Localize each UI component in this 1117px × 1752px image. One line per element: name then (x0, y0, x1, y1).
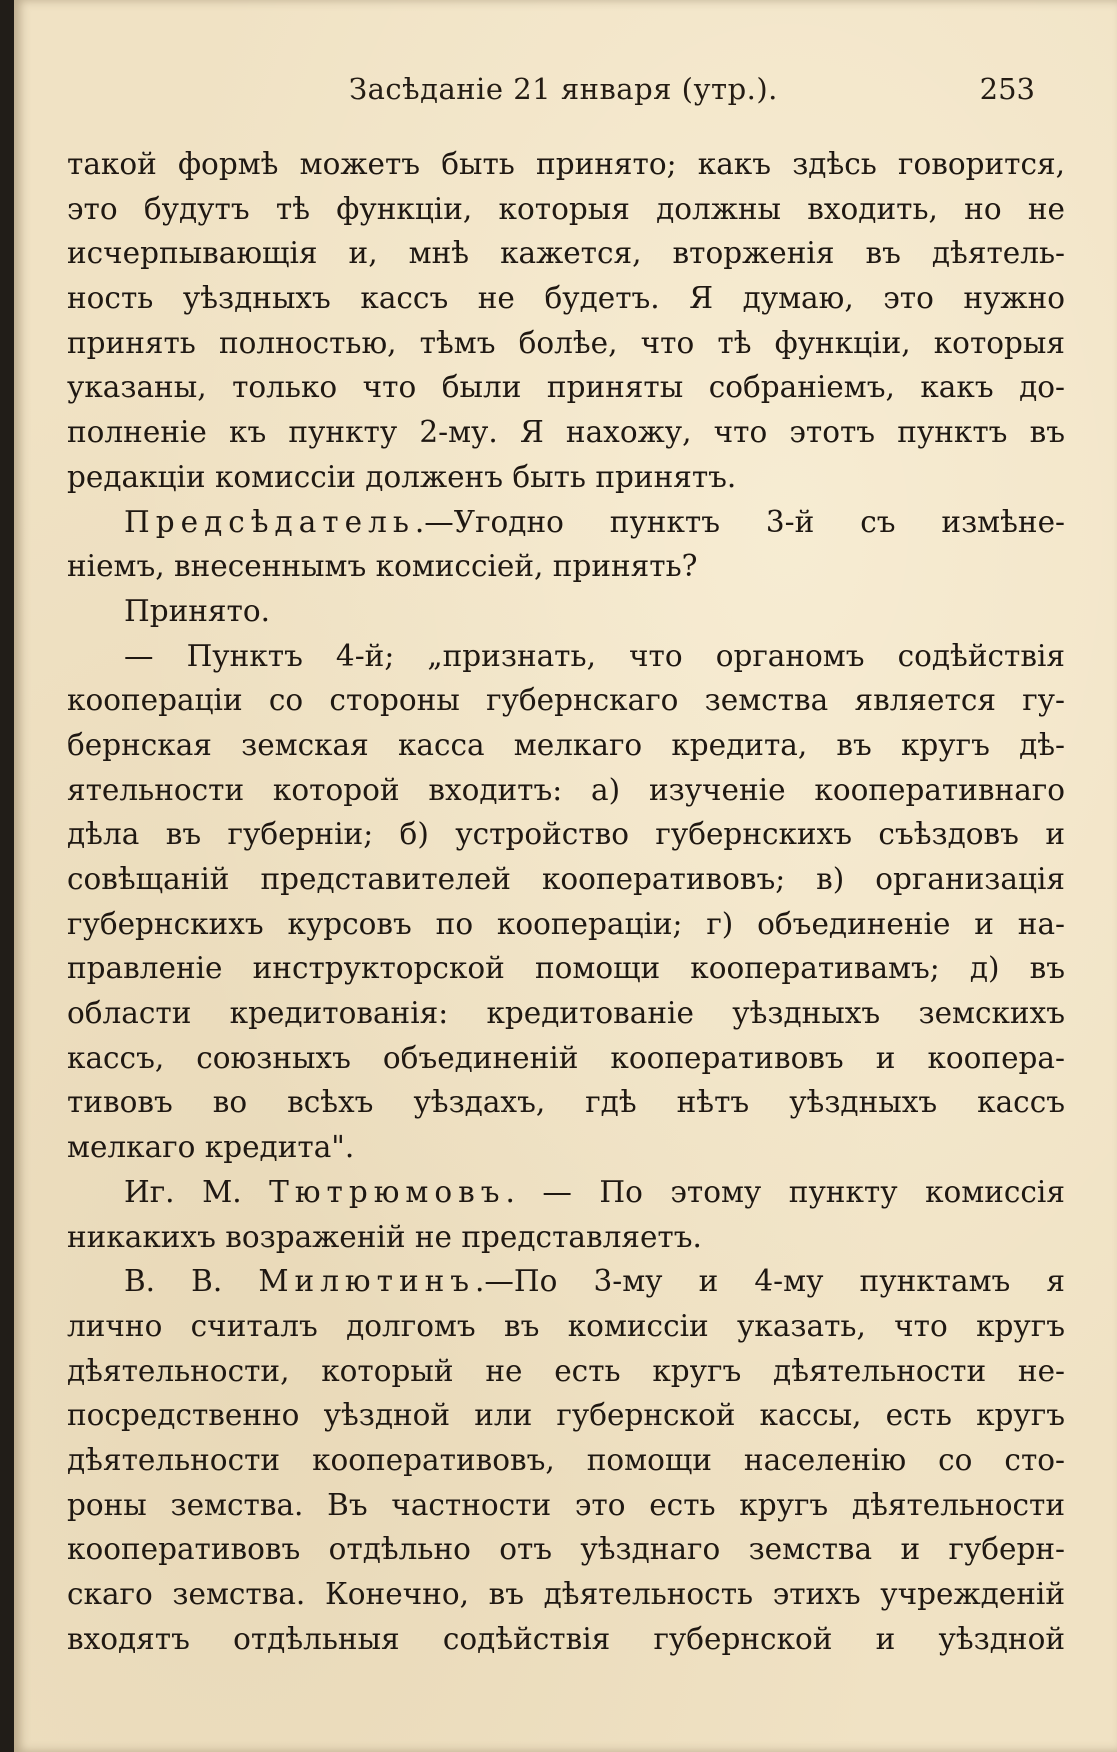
text-line (67, 991, 1065, 1036)
line-text: ятельности которой входитъ: а) изученіе кооперативнаго (67, 772, 1065, 807)
line-text: губернскихъ курсовъ по коопераціи; г) объединеніе и на- (67, 906, 1065, 941)
text-line (67, 812, 1065, 857)
line-text: бернская земская касса мелкаго кредита, въ кругъ дѣ- (67, 727, 1065, 762)
text-line (67, 187, 1065, 232)
text-line (67, 1527, 1065, 1572)
text-line (67, 276, 1065, 321)
text-line (67, 1572, 1065, 1617)
text-line (67, 1036, 1065, 1081)
text-line (67, 500, 1065, 545)
text-line (67, 946, 1065, 991)
text-line (67, 1438, 1065, 1483)
speaker-name: Тютрюмовъ (269, 1174, 506, 1209)
line-text: ніемъ, внесеннымъ комиссіей, принять? (67, 549, 698, 584)
line-text: посредственно уѣздной или губернской кассы, есть кругъ (67, 1398, 1065, 1433)
page-number: 253 (979, 72, 1035, 106)
line-text: .—По 3-му и 4-му пунктамъ я (475, 1264, 1065, 1299)
text-line (67, 857, 1065, 902)
line-text: лично считалъ долгомъ въ комиссіи указать, что кругъ (67, 1308, 1065, 1343)
line-text: никакихъ возраженій не представляетъ. (67, 1219, 702, 1254)
line-text: мелкаго кредита". (67, 1130, 355, 1165)
line-text: дѣла въ губерніи; б) устройство губернскихъ съѣздовъ и (67, 817, 1065, 852)
text-line (67, 1304, 1065, 1349)
line-text: — Пунктъ 4-й; „признать, что органомъ содѣйствія (124, 638, 1065, 673)
line-text: ность уѣздныхъ кассъ не будетъ. Я думаю, это нужно (67, 281, 1065, 316)
running-header (14, 62, 1117, 112)
text-line (67, 768, 1065, 813)
text-line (67, 589, 1065, 634)
text-line (67, 321, 1065, 366)
line-text: роны земства. Въ частности это есть кругъ дѣятельности (67, 1487, 1065, 1522)
text-line (67, 1393, 1065, 1438)
line-text: скаго земства. Конечно, въ дѣятельность этихъ учрежденій (67, 1577, 1065, 1611)
line-text: указаны, только что были приняты собраніемъ, какъ до- (67, 370, 1065, 405)
text-line (67, 902, 1065, 947)
line-text: исчерпывающія и, мнѣ кажется, вторженія въ дѣятель- (67, 236, 1065, 271)
line-text: тивовъ во всѣхъ уѣздахъ, гдѣ нѣтъ уѣздныхъ кассъ (67, 1085, 1065, 1120)
line-text: дѣятельности, который не есть кругъ дѣятельности не- (67, 1353, 1065, 1388)
line-text: совѣщаній представителей кооперативовъ; в) организація (67, 862, 1065, 896)
line-text: .—Угодно пунктъ 3-й съ измѣне- (414, 504, 1065, 539)
line-text: дѣятельности кооперативовъ, помощи населенію со сто- (67, 1442, 1065, 1477)
text-line (67, 1349, 1065, 1394)
text-line (67, 1080, 1065, 1125)
line-text: . — По этому пункту комиссія (505, 1174, 1065, 1209)
text-line (67, 410, 1065, 455)
line-text: кооперативовъ отдѣльно отъ уѣзднаго земства и губерн- (67, 1532, 1065, 1567)
line-text: принять полностью, тѣмъ болѣе, что тѣ функціи, которыя (67, 325, 1065, 360)
speaker-initials: В. В. (124, 1264, 259, 1299)
text-line (67, 1215, 1065, 1260)
speaker-initials: Иг. М. (124, 1174, 270, 1209)
text-line (67, 365, 1065, 410)
text-line (67, 1125, 1065, 1170)
text-line (67, 455, 1065, 500)
line-text: редакціи комиссіи долженъ быть принятъ. (67, 459, 737, 494)
text-line (67, 544, 1065, 589)
text-line (67, 723, 1065, 768)
text-line (67, 1617, 1065, 1662)
line-text: полненіе къ пункту 2-му. Я нахожу, что этотъ пунктъ въ (67, 415, 1065, 450)
speaker-name: Предсѣдатель (124, 504, 415, 539)
line-text: это будутъ тѣ функціи, которыя должны входить, но не (67, 191, 1065, 226)
speaker-name: Милютинъ (258, 1264, 476, 1299)
page-body-text (67, 142, 1065, 1661)
book-page (14, 0, 1117, 1752)
text-line (67, 231, 1065, 276)
line-text: правленіе инструкторской помощи кооперативамъ; д) въ (67, 951, 1065, 986)
text-line (67, 142, 1065, 187)
text-line (67, 678, 1065, 723)
line-text: входятъ отдѣльныя содѣйствія губернской и уѣздной (67, 1621, 1065, 1656)
line-text: кассъ, союзныхъ объединеній кооперативовъ и коопера- (67, 1040, 1065, 1075)
text-line (67, 1259, 1065, 1304)
line-text: такой формѣ можетъ быть принято; какъ здѣсь говорится, (67, 147, 1065, 181)
line-text: Принято. (124, 593, 271, 628)
page-header-title: Засѣданіе 21 января (утр.). (349, 72, 778, 106)
line-text: области кредитованія: кредитованіе уѣздныхъ земскихъ (67, 996, 1065, 1031)
line-text: коопераціи со стороны губернскаго земства является гу- (67, 683, 1065, 718)
text-line (67, 1483, 1065, 1528)
text-line (67, 634, 1065, 679)
text-line (67, 1170, 1065, 1215)
